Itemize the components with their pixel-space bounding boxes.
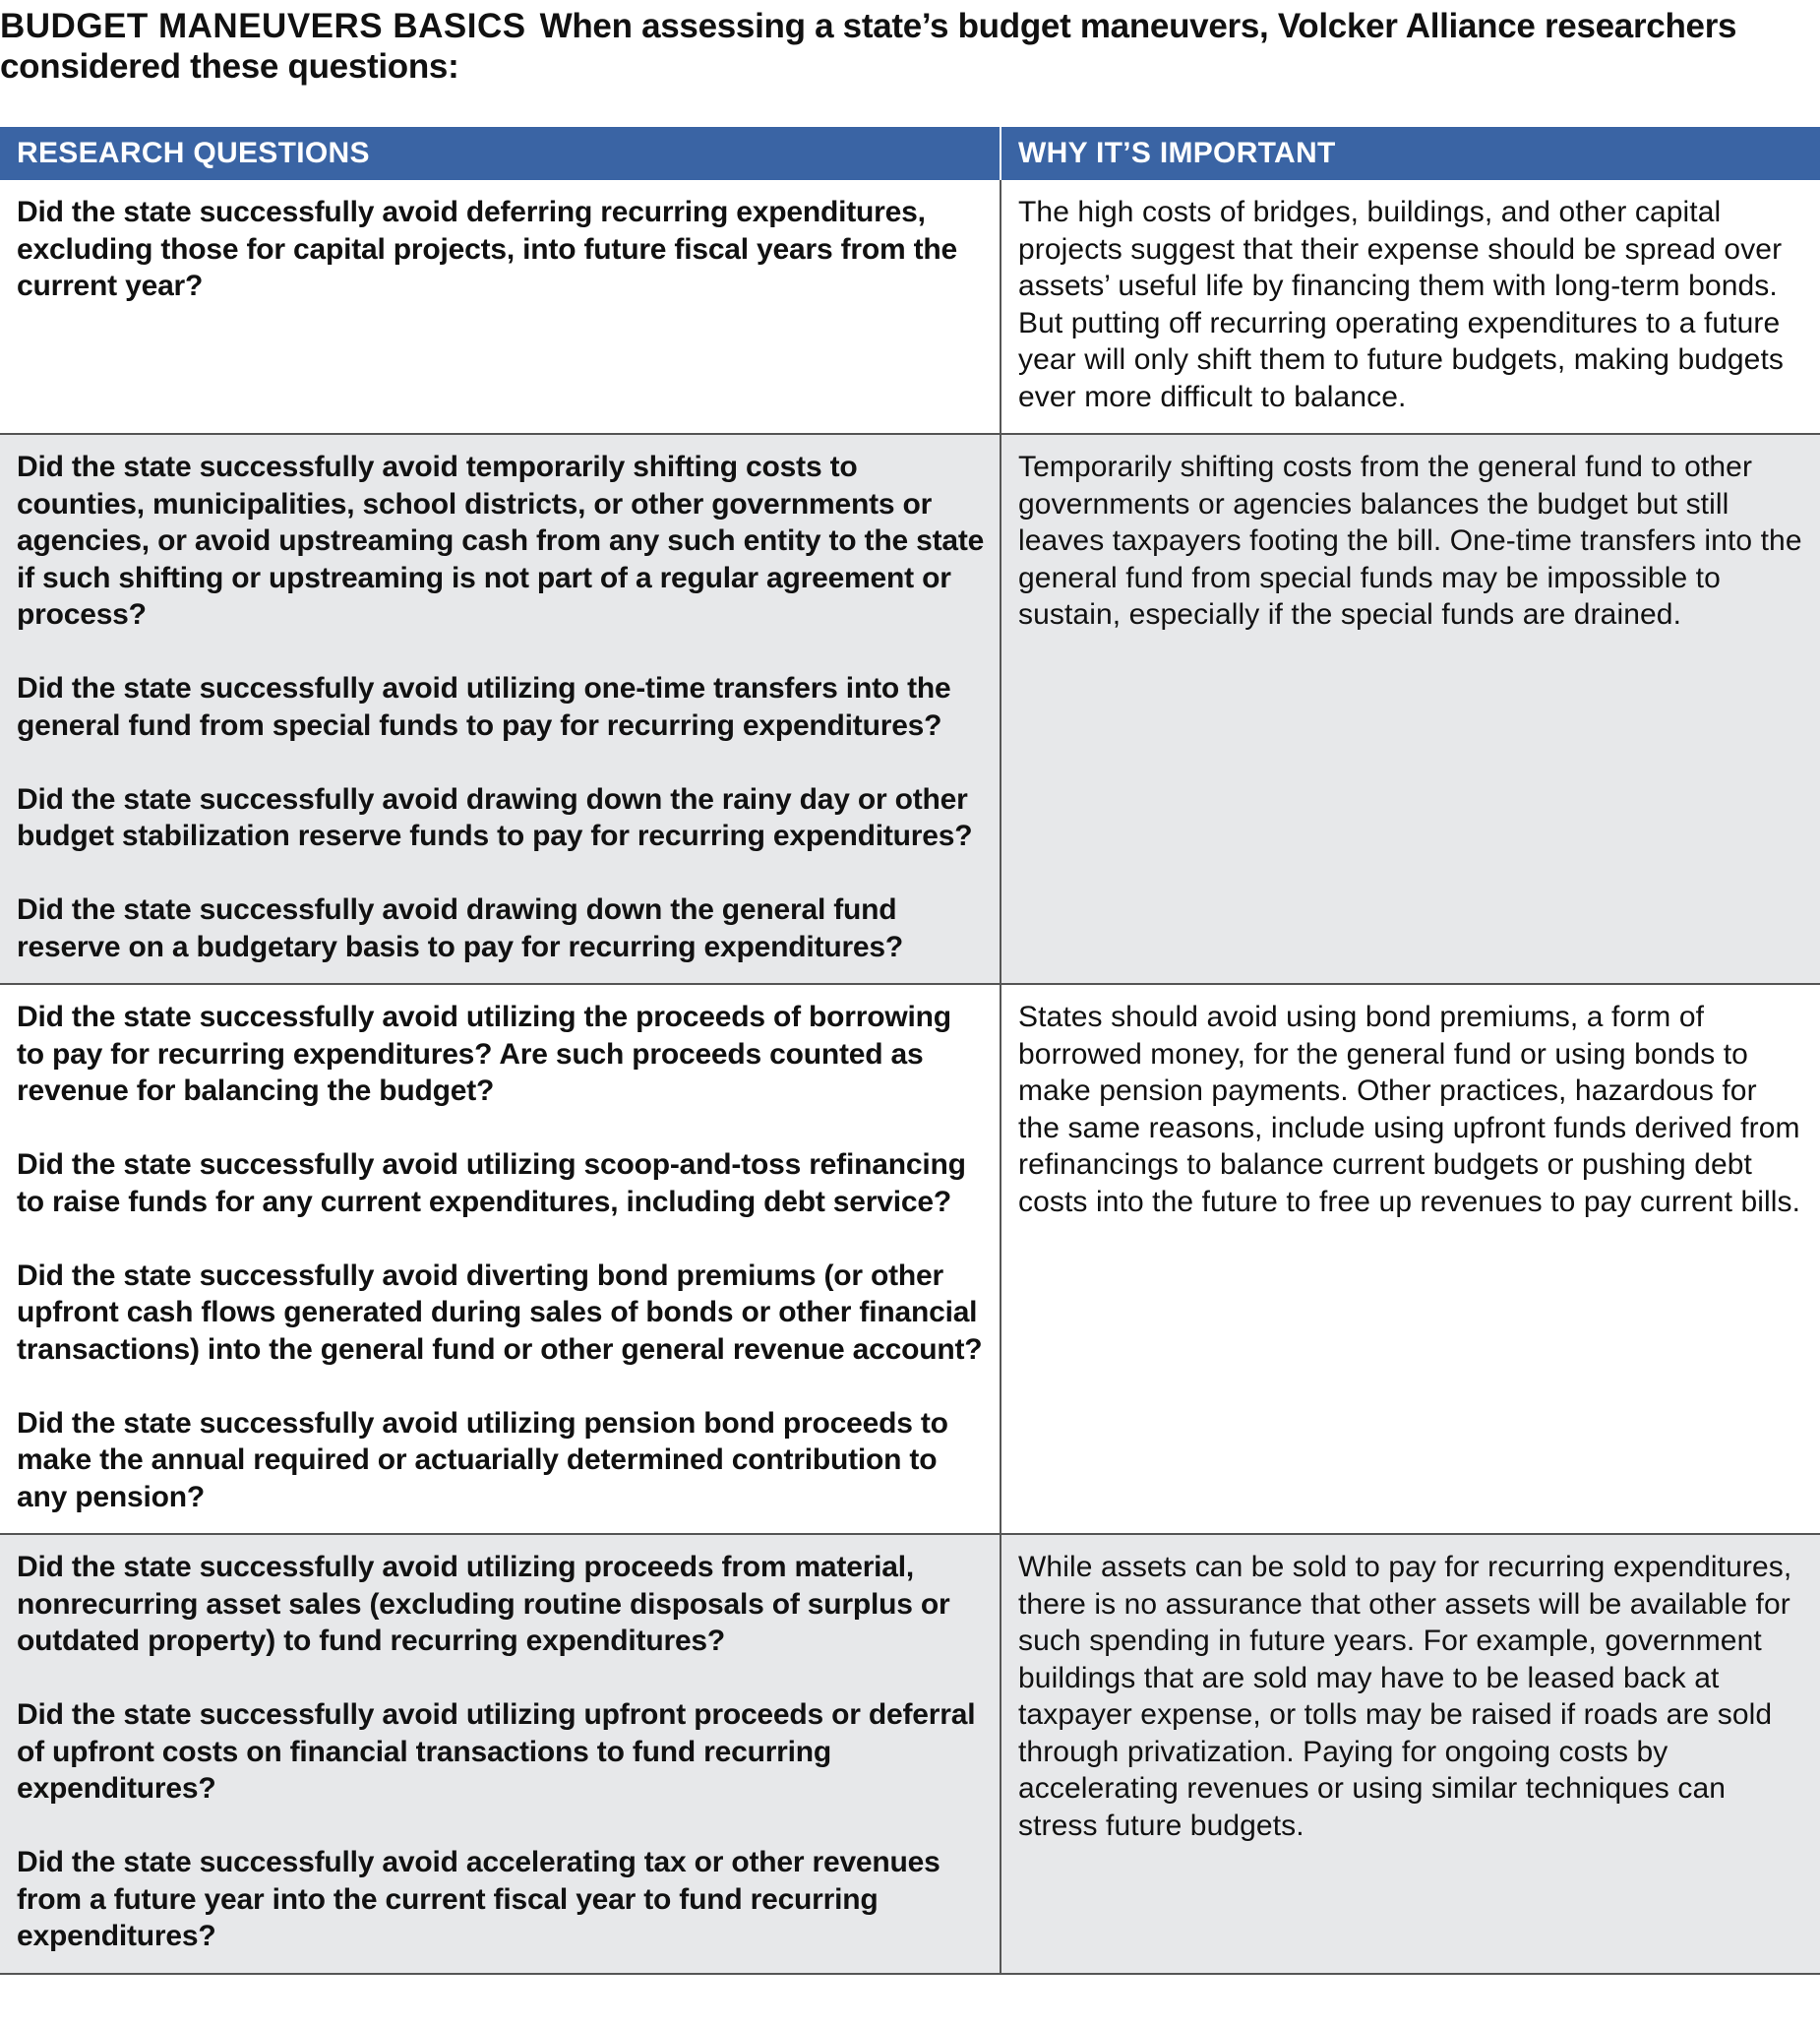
intro-lead: BUDGET MANEUVERS BASICS — [0, 7, 526, 45]
importance-cell: While assets can be sold to pay for recurring expenditures, there is no assurance that other assets will be available for such spending in future years. For example, government buildings that are sold may have to be leased back at taxpayer expense, or tolls may be raised if roads are sold through privatization. Paying for ongoing costs by accelerating revenues or using similar techniques can stress future budgets. — [1001, 1534, 1820, 1974]
table-row — [0, 180, 1820, 434]
research-question: Did the state successfully avoid deferring recurring expenditures, excluding those for capital projects, into future fiscal years from the current year? — [17, 196, 958, 302]
research-question: Did the state successfully avoid accelerating tax or other revenues from a future year into the current fiscal year to fund recurring expenditures? — [17, 1846, 940, 1952]
research-questions-cell — [0, 1534, 1001, 1974]
table-header-row — [0, 127, 1820, 180]
intro-text: When assessing a state’s budget maneuvers, Volcker Alliance researchers considered these questions: — [0, 7, 1737, 86]
importance-cell: States should avoid using bond premiums, a form of borrowed money, for the general fund or using bonds to make pension payments. Other practices, hazardous for the same reasons, include using upfront funds derived from refinancings to balance current budgets or pushing debt costs into the future to free up revenues to pay current bills. — [1001, 984, 1820, 1534]
research-question: Did the state successfully avoid temporarily shifting costs to counties, municipalities, school districts, or other governments or agencies, or avoid upstreaming cash from any such entity to the state if such shifting or upstreaming is not part of a regular agreement or process? — [17, 451, 985, 631]
intro-heading — [0, 6, 1790, 87]
column-header-why-important: WHY IT’S IMPORTANT — [1001, 127, 1820, 180]
budget-questions-table — [0, 127, 1820, 1975]
table-row — [0, 434, 1820, 984]
table-row — [0, 1534, 1820, 1974]
research-questions-cell — [0, 180, 1001, 434]
research-question: Did the state successfully avoid utilizing one-time transfers into the general fund from special funds to pay for recurring expenditures? — [17, 672, 951, 742]
research-question: Did the state successfully avoid utilizing the proceeds of borrowing to pay for recurring expenditures? Are such proceeds counted as revenue for balancing the budget? — [17, 1001, 951, 1107]
research-question: Did the state successfully avoid diverting bond premiums (or other upfront cash flows generated during sales of bonds or other financial transactions) into the general fund or other general revenue account? — [17, 1258, 983, 1366]
research-questions-cell — [0, 984, 1001, 1534]
research-question: Did the state successfully avoid utilizing upfront proceeds or deferral of upfront costs on financial transactions to fund recurring expenditures? — [17, 1698, 976, 1805]
table-row — [0, 984, 1820, 1534]
importance-cell: The high costs of bridges, buildings, and other capital projects suggest that their expense should be spread over assets’ useful life by financing them with long-term bonds. But putting off recurring operating expenditures to a future year will only shift them to future budgets, making budgets ever more difficult to balance. — [1001, 180, 1820, 434]
research-question: Did the state successfully avoid utilizing pension bond proceeds to make the annual required or actuarially determined contribution to any pension? — [17, 1406, 948, 1513]
research-question: Did the state successfully avoid drawing down the rainy day or other budget stabilization reserve funds to pay for recurring expenditures? — [17, 782, 973, 852]
column-header-research-questions: RESEARCH QUESTIONS — [0, 127, 1001, 180]
research-question: Did the state successfully avoid utilizing scoop-and-toss refinancing to raise funds for any current expenditures, including debt service? — [17, 1148, 966, 1218]
research-question: Did the state successfully avoid utilizing proceeds from material, nonrecurring asset sales (excluding routine disposals of surplus or outdated property) to fund recurring expenditures? — [17, 1551, 950, 1657]
research-questions-cell — [0, 434, 1001, 984]
research-question: Did the state successfully avoid drawing down the general fund reserve on a budgetary basis to pay for recurring expenditures? — [17, 893, 904, 963]
importance-cell: Temporarily shifting costs from the general fund to other governments or agencies balances the budget but still leaves taxpayers footing the bill. One-time transfers into the general fund from special funds may be impossible to sustain, especially if the special funds are drained. — [1001, 434, 1820, 984]
